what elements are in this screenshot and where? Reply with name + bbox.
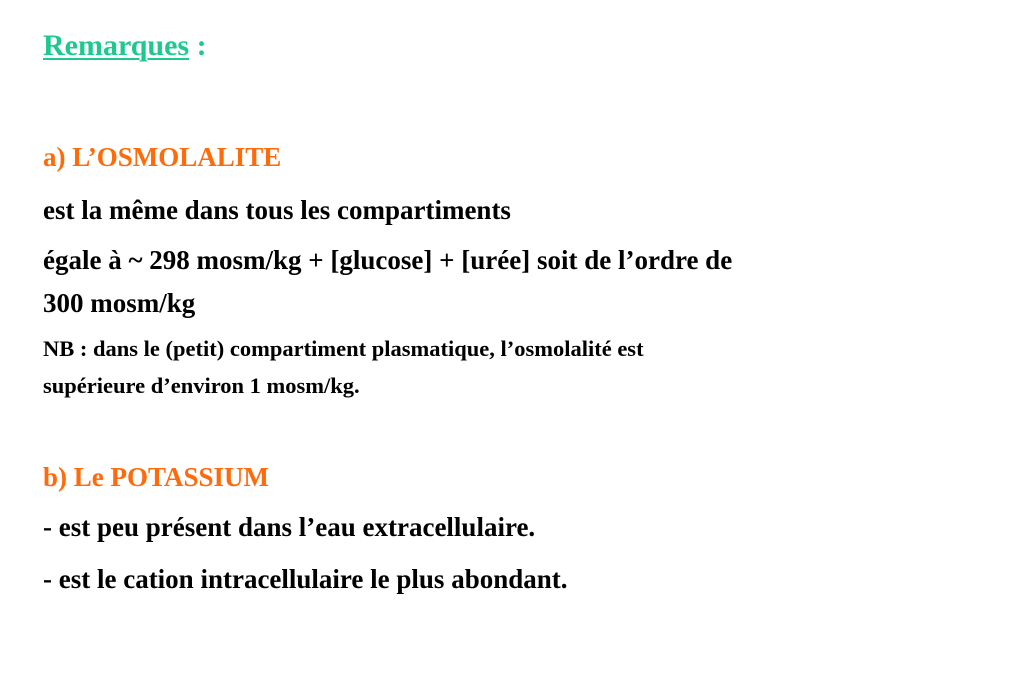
section-a-line-2a: égale à ~ 298 mosm/kg + [glucose] + [urée] soit de l’ordre de bbox=[43, 245, 733, 275]
section-b-line-1: - est peu présent dans l’eau extracellulaire. bbox=[43, 512, 536, 542]
section-a-note-1: NB : dans le (petit) compartiment plasmatique, l’osmolalité est bbox=[43, 336, 644, 361]
section-a-heading: a) L’OSMOLALITE bbox=[43, 142, 282, 172]
section-b-line-2: - est le cation intracellulaire le plus abondant. bbox=[43, 564, 568, 594]
section-a-note-2: supérieure d’environ 1 mosm/kg. bbox=[43, 373, 360, 398]
title-word: Remarques bbox=[43, 29, 190, 62]
page-title bbox=[43, 28, 207, 64]
section-a-line-2b: 300 mosm/kg bbox=[43, 288, 196, 318]
section-b-heading: b) Le POTASSIUM bbox=[43, 462, 270, 492]
section-a-line-1: est la même dans tous les compartiments bbox=[43, 195, 511, 225]
title-colon: : bbox=[189, 29, 207, 62]
